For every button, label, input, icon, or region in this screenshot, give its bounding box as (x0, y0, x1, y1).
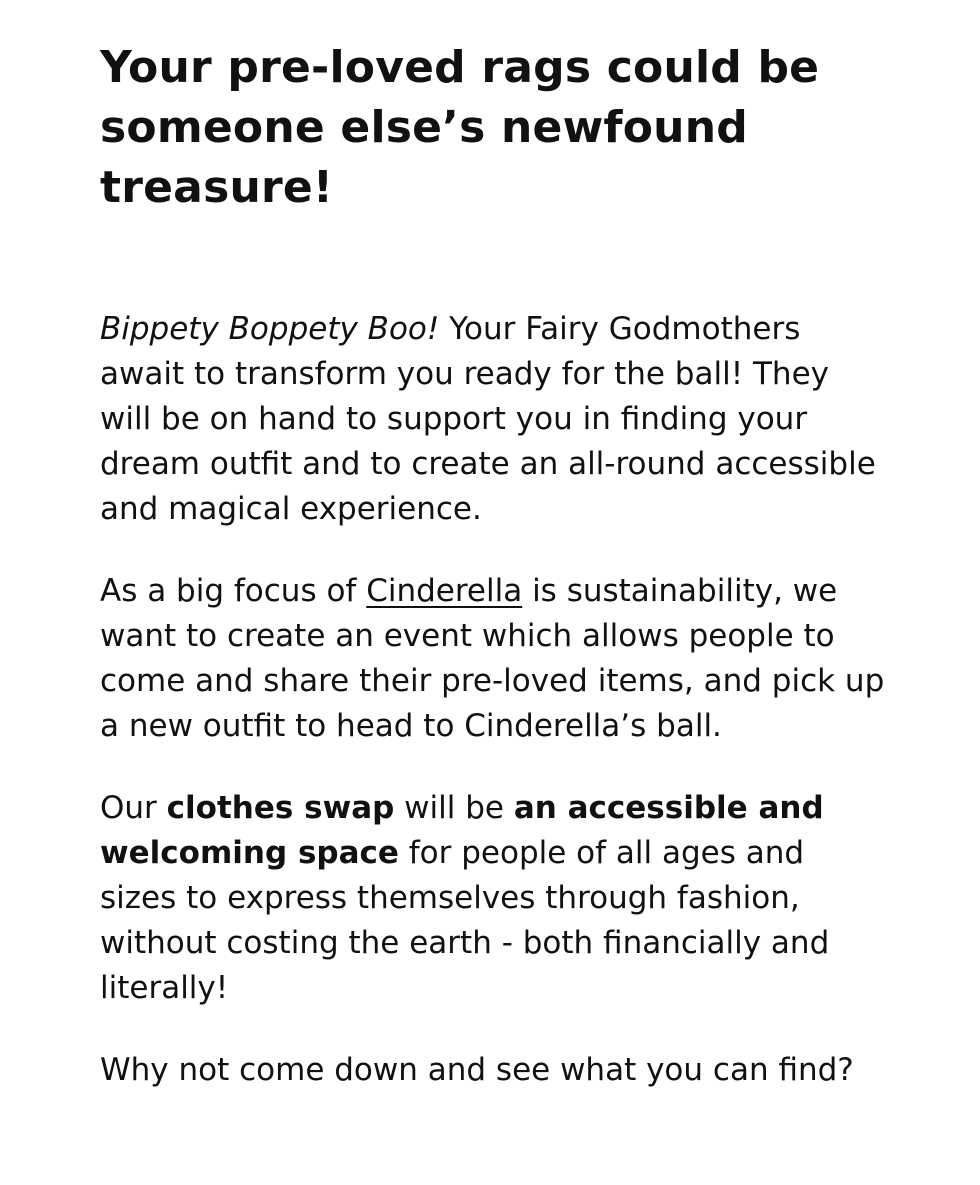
title-line-3: treasure! (100, 162, 334, 213)
swap-text-2: will be (394, 790, 514, 826)
sustainability-text-after: is sustainability, we want to create an event which allows people to come and share their pre-loved items, and pick up a new outfit to head to Cinderella’s ball. (100, 573, 885, 744)
intro-italic-text: Bippety Boppety Boo! (100, 311, 440, 347)
swap-text-3: for people of all ages and sizes to express themselves through fashion, without costing the earth - both financially and literally! (100, 835, 830, 1006)
intro-paragraph (100, 307, 890, 532)
clothes-swap-paragraph (100, 786, 890, 1011)
page-title (100, 38, 820, 218)
title-line-2: someone else’s newfound (100, 102, 748, 153)
closing-paragraph: Why not come down and see what you can find? (100, 1052, 854, 1088)
sustainability-text-before: As a big focus of (100, 573, 367, 609)
intro-body-text: Your Fairy Godmothers await to transform you ready for the ball! They will be on hand to support you in finding your dream outfit and to create an all-round accessible and magical experience. (100, 311, 876, 527)
sustainability-paragraph (100, 569, 890, 749)
cinderella-link[interactable]: Cinderella (366, 573, 523, 609)
swap-bold-1: clothes swap (166, 790, 395, 826)
swap-bold-2: an accessible and welcoming space (100, 790, 824, 871)
swap-text-1: Our (100, 790, 167, 826)
title-line-1: Your pre-loved rags could be (100, 42, 820, 93)
